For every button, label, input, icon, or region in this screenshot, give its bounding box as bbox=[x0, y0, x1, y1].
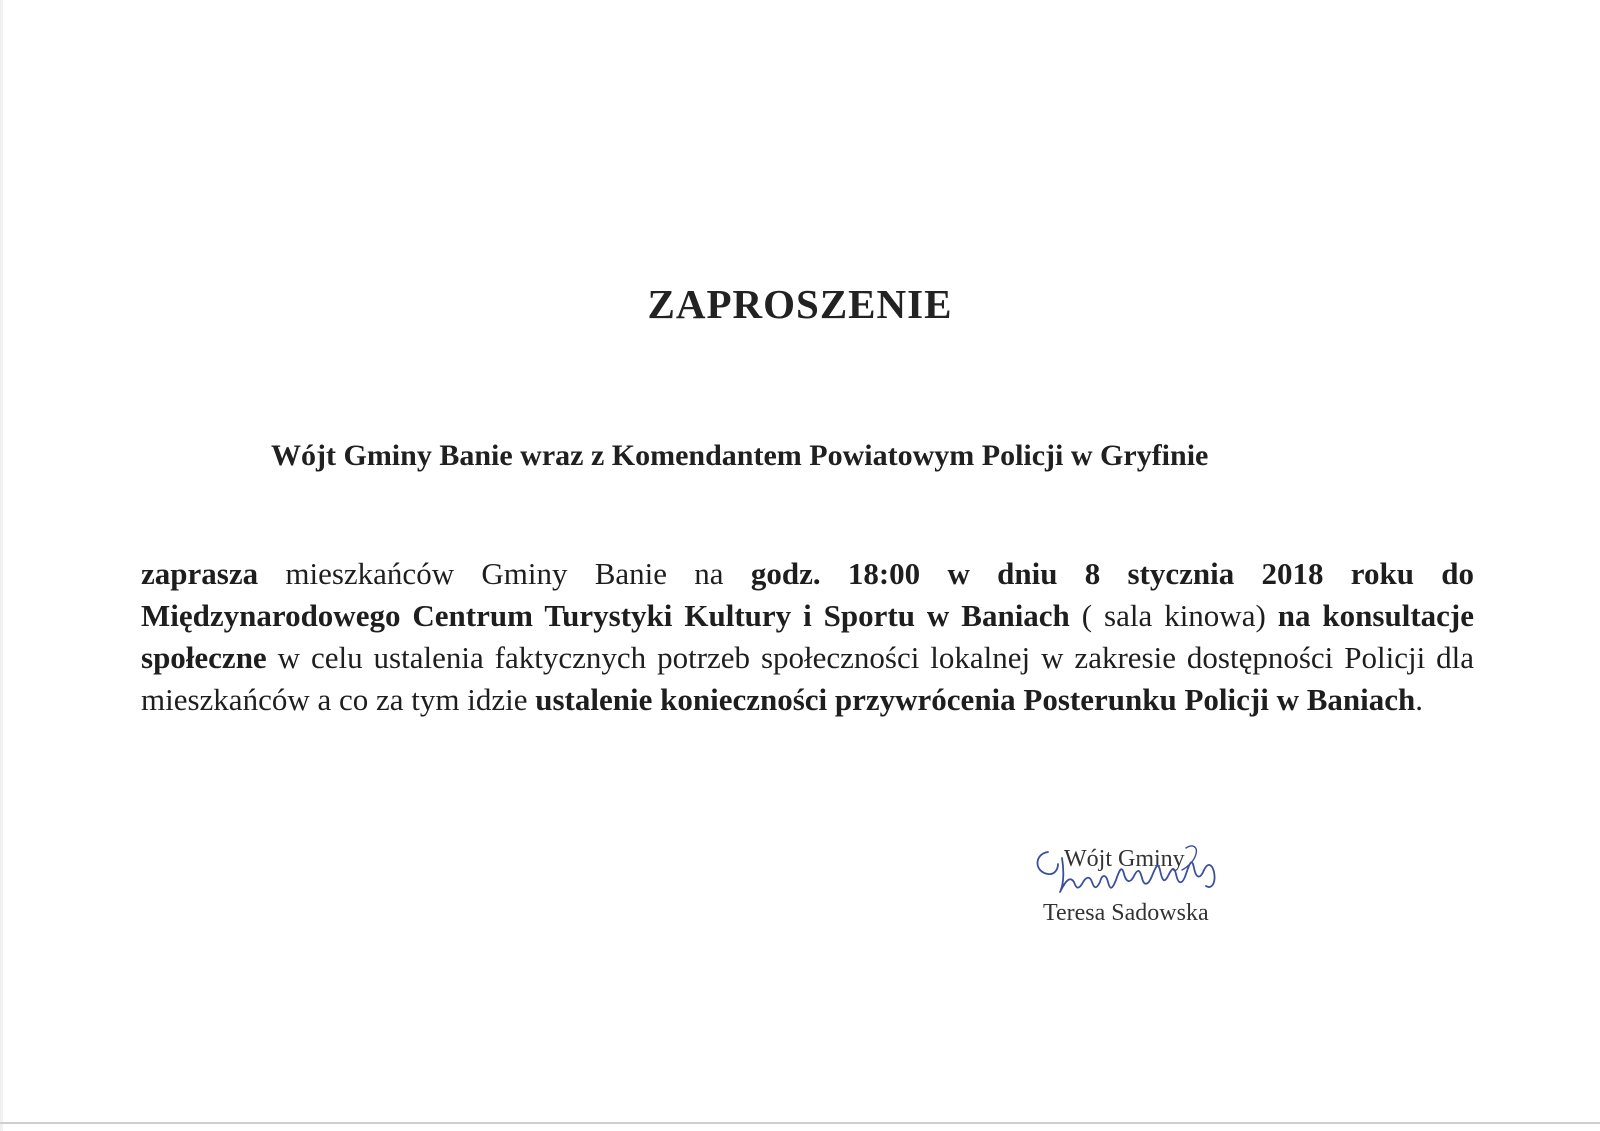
signature-name: Teresa Sadowska bbox=[1043, 900, 1209, 926]
body-bold-time-place: godz. 18:00 w dniu 8 stycznia 2018 roku do Międzynarodowego Centrum Turystyki Kultury i Sportu w Baniach bbox=[141, 556, 1474, 633]
body-bold-invite: zaprasza bbox=[141, 556, 259, 591]
scan-edge-bottom bbox=[0, 1122, 1600, 1124]
signature-role: Wójt Gminy bbox=[1064, 846, 1185, 872]
document-title: ZAPROSZENIE bbox=[647, 281, 953, 327]
body-bold-consultation: na konsultacje społeczne bbox=[141, 598, 1474, 675]
body-text-residents: mieszkańców Gminy Banie na bbox=[258, 556, 751, 591]
document-subtitle: Wójt Gminy Banie wraz z Komendantem Powiatowym Policji w Gryfinie bbox=[271, 439, 1209, 472]
body-text-period: . bbox=[1415, 682, 1424, 717]
scan-edge-left bbox=[0, 0, 3, 1131]
signature-block bbox=[1036, 846, 1256, 926]
body-bold-restore-post: ustalenie konieczności przywrócenia Posterunku Policji w Baniach bbox=[535, 682, 1416, 717]
body-text-purpose: w celu ustalenia faktycznych potrzeb społeczności lokalnej w zakresie dostępności Policji dla mieszkańców a co za tym idzie bbox=[141, 640, 1474, 717]
body-text-room: ( sala kinowa) bbox=[1069, 598, 1278, 633]
document-body bbox=[141, 553, 1474, 721]
handwritten-signature bbox=[1036, 840, 1256, 920]
